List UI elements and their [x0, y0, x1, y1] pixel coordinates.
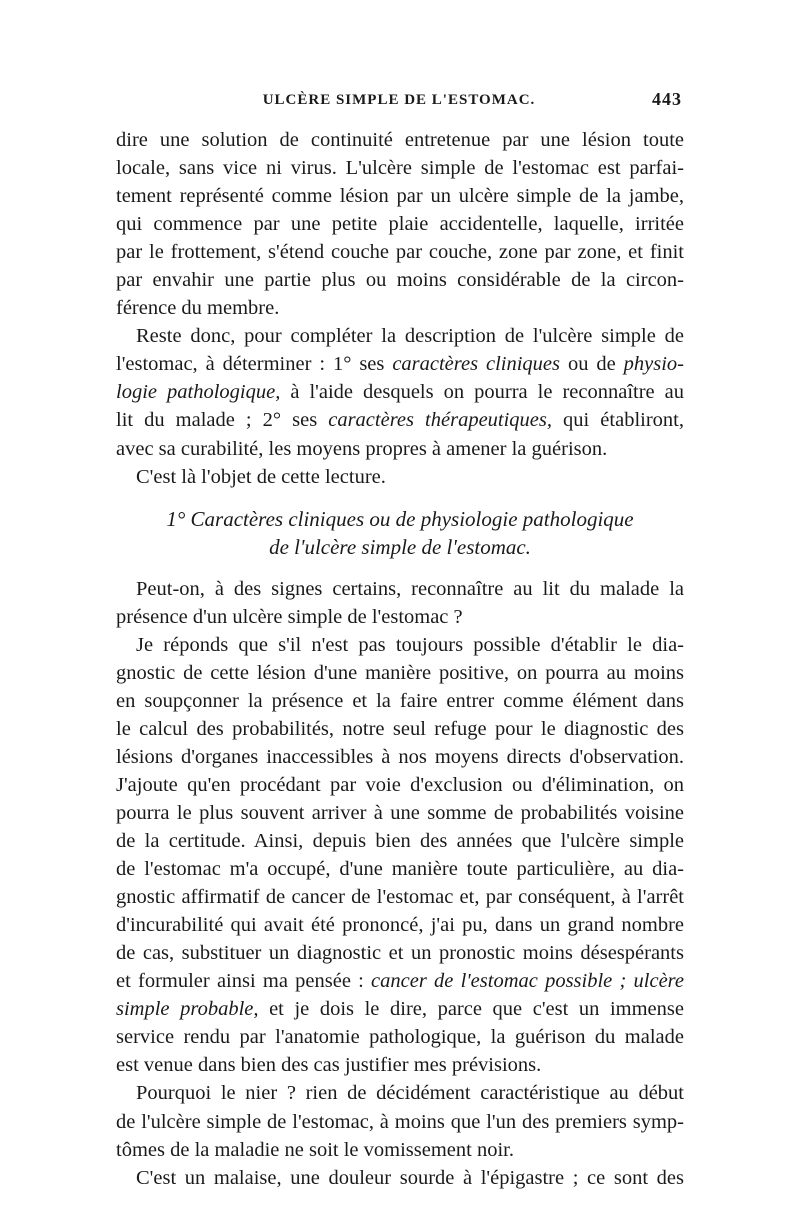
text-line	[116, 378, 684, 406]
text-run: ou de	[560, 353, 624, 376]
text-run: qui établiront,	[552, 409, 684, 432]
text-line: d'incurabilité qui avait été prononcé, j'ai pu, dans un grand nombre	[116, 914, 684, 937]
paragraph	[116, 126, 684, 322]
paragraph	[116, 575, 684, 631]
italic-run: caractères thérapeutiques,	[328, 409, 553, 432]
paragraph	[116, 631, 684, 1080]
text-line: gnostic de cette lésion d'une manière positive, on pourra au moins	[116, 661, 684, 684]
text-line: J'ajoute qu'en procédant par voie d'exclusion ou d'élimination, on	[116, 773, 684, 796]
section-heading	[116, 505, 684, 561]
text-line: lésions d'organes inaccessibles à nos moyens directs d'observation.	[116, 745, 684, 768]
text-line: de cas, substituer un diagnostic et un pronostic moins désespérants	[116, 942, 684, 965]
text-line: Reste donc, pour compléter la description de l'ulcère simple de	[136, 325, 684, 348]
text-line: férence du membre.	[116, 297, 280, 320]
text-line: Je réponds que s'il n'est pas toujours possible d'établir le dia-	[136, 633, 684, 656]
text-line: locale, sans vice ni virus. L'ulcère simple de l'estomac est parfai-	[116, 157, 684, 180]
body-text	[116, 126, 684, 1192]
italic-run: cancer de l'estomac possible ; ulcère	[371, 970, 684, 993]
text-run: l'estomac, à déterminer : 1° ses	[116, 353, 393, 376]
paragraph	[116, 463, 684, 491]
text-line: par le frottement, s'étend couche par couche, zone par zone, et finit	[116, 241, 684, 264]
text-line	[116, 350, 684, 378]
text-line: dire une solution de continuité entretenue par une lésion toute	[116, 129, 684, 151]
text-line: de l'ulcère simple de l'estomac, à moins que l'un des premiers symp-	[116, 1110, 684, 1133]
text-line: pourra le plus souvent arriver à une somme de probabilités voisine	[116, 801, 684, 824]
text-line: C'est là l'objet de cette lecture.	[136, 465, 386, 488]
italic-run: physio-	[623, 353, 684, 376]
section-heading-line: de l'ulcère simple de l'estomac.	[269, 534, 531, 559]
text-line: de l'estomac m'a occupé, d'une manière toute particulière, au dia-	[116, 858, 684, 881]
paragraph	[116, 322, 684, 462]
text-line: de la certitude. Ainsi, depuis bien des années que l'ulcère simple	[116, 830, 684, 853]
text-line: tômes de la maladie ne soit le vomissement noir.	[116, 1138, 514, 1161]
running-head	[116, 89, 682, 120]
text-line: Pourquoi le nier ? rien de décidément caractéristique au début	[136, 1082, 684, 1105]
text-line	[116, 406, 684, 434]
italic-run: logie pathologique,	[116, 381, 281, 404]
text-line: le calcul des probabilités, notre seul refuge pour le diagnostic des	[116, 717, 684, 740]
text-line: qui commence par une petite plaie accidentelle, laquelle, irritée	[116, 213, 684, 236]
text-line: par envahir une partie plus ou moins considérable de la circon-	[116, 269, 684, 292]
page-number: 443	[652, 89, 682, 109]
paragraph	[116, 1164, 684, 1192]
italic-run: simple probable,	[116, 998, 259, 1021]
text-run: et formuler ainsi ma pensée :	[116, 970, 372, 993]
running-title: ULCÈRE SIMPLE DE L'ESTOMAC.	[262, 92, 536, 108]
text-line: avec sa curabilité, les moyens propres à amener la guérison.	[116, 437, 608, 460]
italic-run: caractères cliniques	[392, 353, 561, 376]
text-line: en soupçonner la présence et la faire entrer comme élément dans	[116, 689, 684, 712]
text-line: tement représenté comme lésion par un ulcère simple de la jambe,	[116, 185, 684, 208]
text-run: lit du malade ; 2° ses	[116, 409, 329, 432]
section-heading-line: 1° Caractères cliniques ou de physiologie pathologique	[166, 506, 634, 531]
text-line: Peut-on, à des signes certains, reconnaître au lit du malade la	[136, 577, 684, 600]
paragraph	[116, 1079, 684, 1163]
text-line: présence d'un ulcère simple de l'estomac ?	[116, 605, 463, 628]
text-run: et je dois le dire, parce que c'est un immense	[258, 998, 684, 1021]
text-line: gnostic affirmatif de cancer de l'estomac et, par conséquent, à l'arrêt	[116, 886, 684, 909]
text-line: service rendu par l'anatomie pathologique, la guérison du malade	[116, 1026, 684, 1049]
text-line: est venue dans bien des cas justifier mes prévisions.	[116, 1054, 542, 1077]
text-line	[116, 995, 684, 1023]
text-line	[116, 967, 684, 995]
text-line: C'est un malaise, une douleur sourde à l'épigastre ; ce sont des	[136, 1166, 684, 1189]
text-run: à l'aide desquels on pourra le reconnaître au	[280, 381, 684, 404]
